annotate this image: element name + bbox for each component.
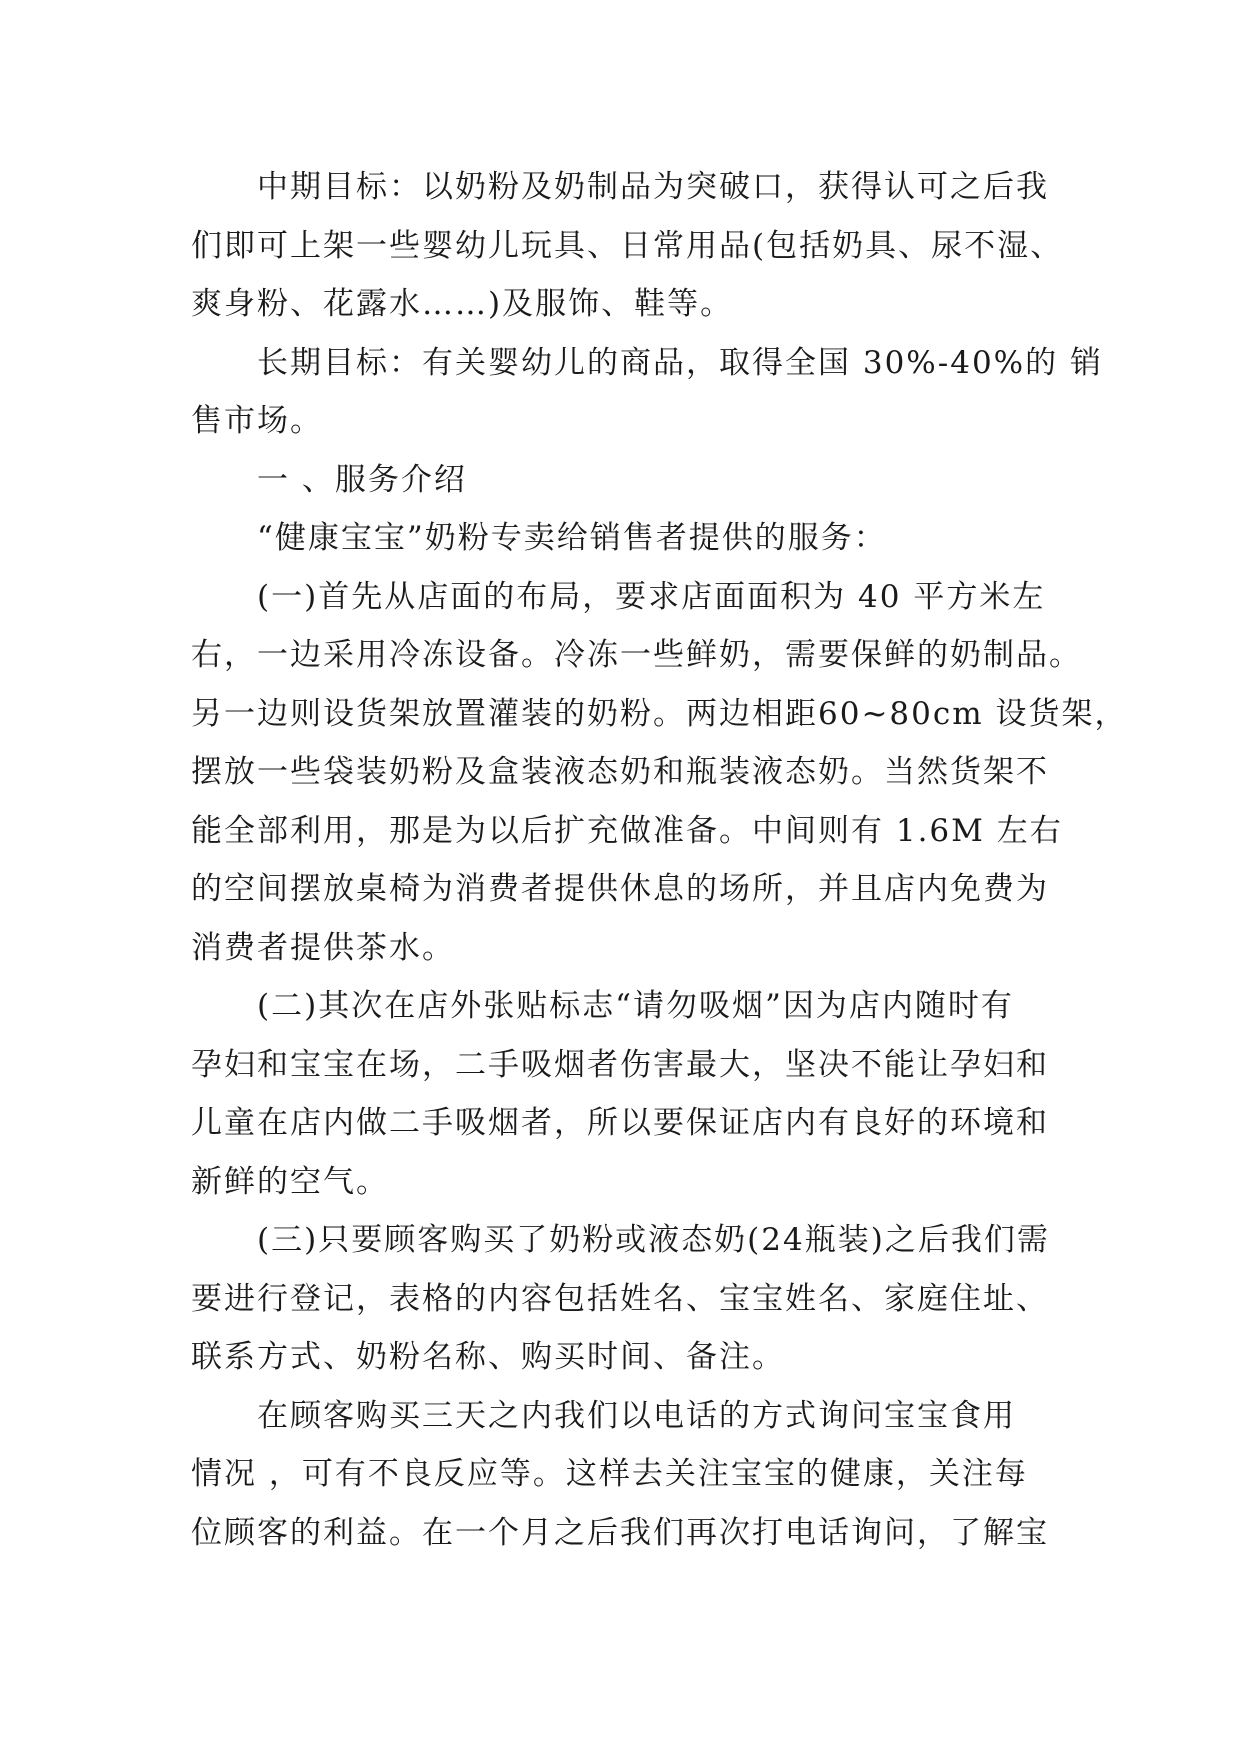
- text-line: 一 、服务介绍: [257, 461, 467, 498]
- text-line: 的空间摆放桌椅为消费者提供休息的场所，并且店内免费为: [191, 871, 1049, 907]
- text-line: 儿童在店内做二手吸烟者，所以要保证店内有良好的环境和: [191, 1105, 1049, 1141]
- text-line: 新鲜的空气。: [191, 1163, 389, 1200]
- text-line: 爽身粉、花露水……)及服饰、鞋等。: [191, 286, 734, 322]
- text-line: 们即可上架一些婴幼儿玩具、日常用品(包括奶具、尿不湿、: [191, 227, 1064, 264]
- text-line: 孕妇和宝宝在场，二手吸烟者伤害最大，坚决不能让孕妇和: [191, 1046, 1049, 1083]
- text-line: (一)首先从店面的布局，要求店面面积为 40 平方米左: [257, 578, 1046, 615]
- text-line: (二)其次在店外张贴标志“请勿吸烟”因为店内随时有: [257, 988, 1014, 1024]
- text-line: 售市场。: [191, 403, 323, 439]
- text-line: “健康宝宝”奶粉专卖给销售者提供的服务：: [257, 520, 887, 556]
- document-body: [191, 158, 1128, 1562]
- text-line: 摆放一些袋装奶粉及盒装液态奶和瓶装液态奶。当然货架不: [191, 754, 1049, 790]
- text-line: 情况 ，可有不良反应等。这样去关注宝宝的健康，关注每: [191, 1456, 1028, 1492]
- text-line: 联系方式、奶粉名称、购买时间、备注。: [191, 1339, 785, 1375]
- text-line: 位顾客的利益。在一个月之后我们再次打电话询问，了解宝: [191, 1514, 1049, 1551]
- text-line: (三)只要顾客购买了奶粉或液态奶(24瓶装)之后我们需: [257, 1222, 1050, 1258]
- text-line: 要进行登记，表格的内容包括姓名、宝宝姓名、家庭住址、: [191, 1280, 1049, 1317]
- text-line: 右，一边采用冷冻设备。冷冻一些鲜奶，需要保鲜的奶制品。: [191, 637, 1082, 673]
- text-line: 能全部利用，那是为以后扩充做准备。中间则有 1.6M 左右: [191, 812, 1063, 849]
- text-line: 在顾客购买三天之内我们以电话的方式询问宝宝食用: [257, 1397, 1016, 1434]
- text-line: 长期目标：有关婴幼儿的商品，取得全国 30%-40%的 销: [257, 344, 1103, 381]
- text-line: 中期目标：以奶粉及奶制品为突破口，获得认可之后我: [257, 169, 1049, 205]
- text-line: 消费者提供茶水。: [191, 929, 455, 966]
- text-line: 另一边则设货架放置灌装的奶粉。两边相距60~80cm 设货架，: [191, 695, 1128, 732]
